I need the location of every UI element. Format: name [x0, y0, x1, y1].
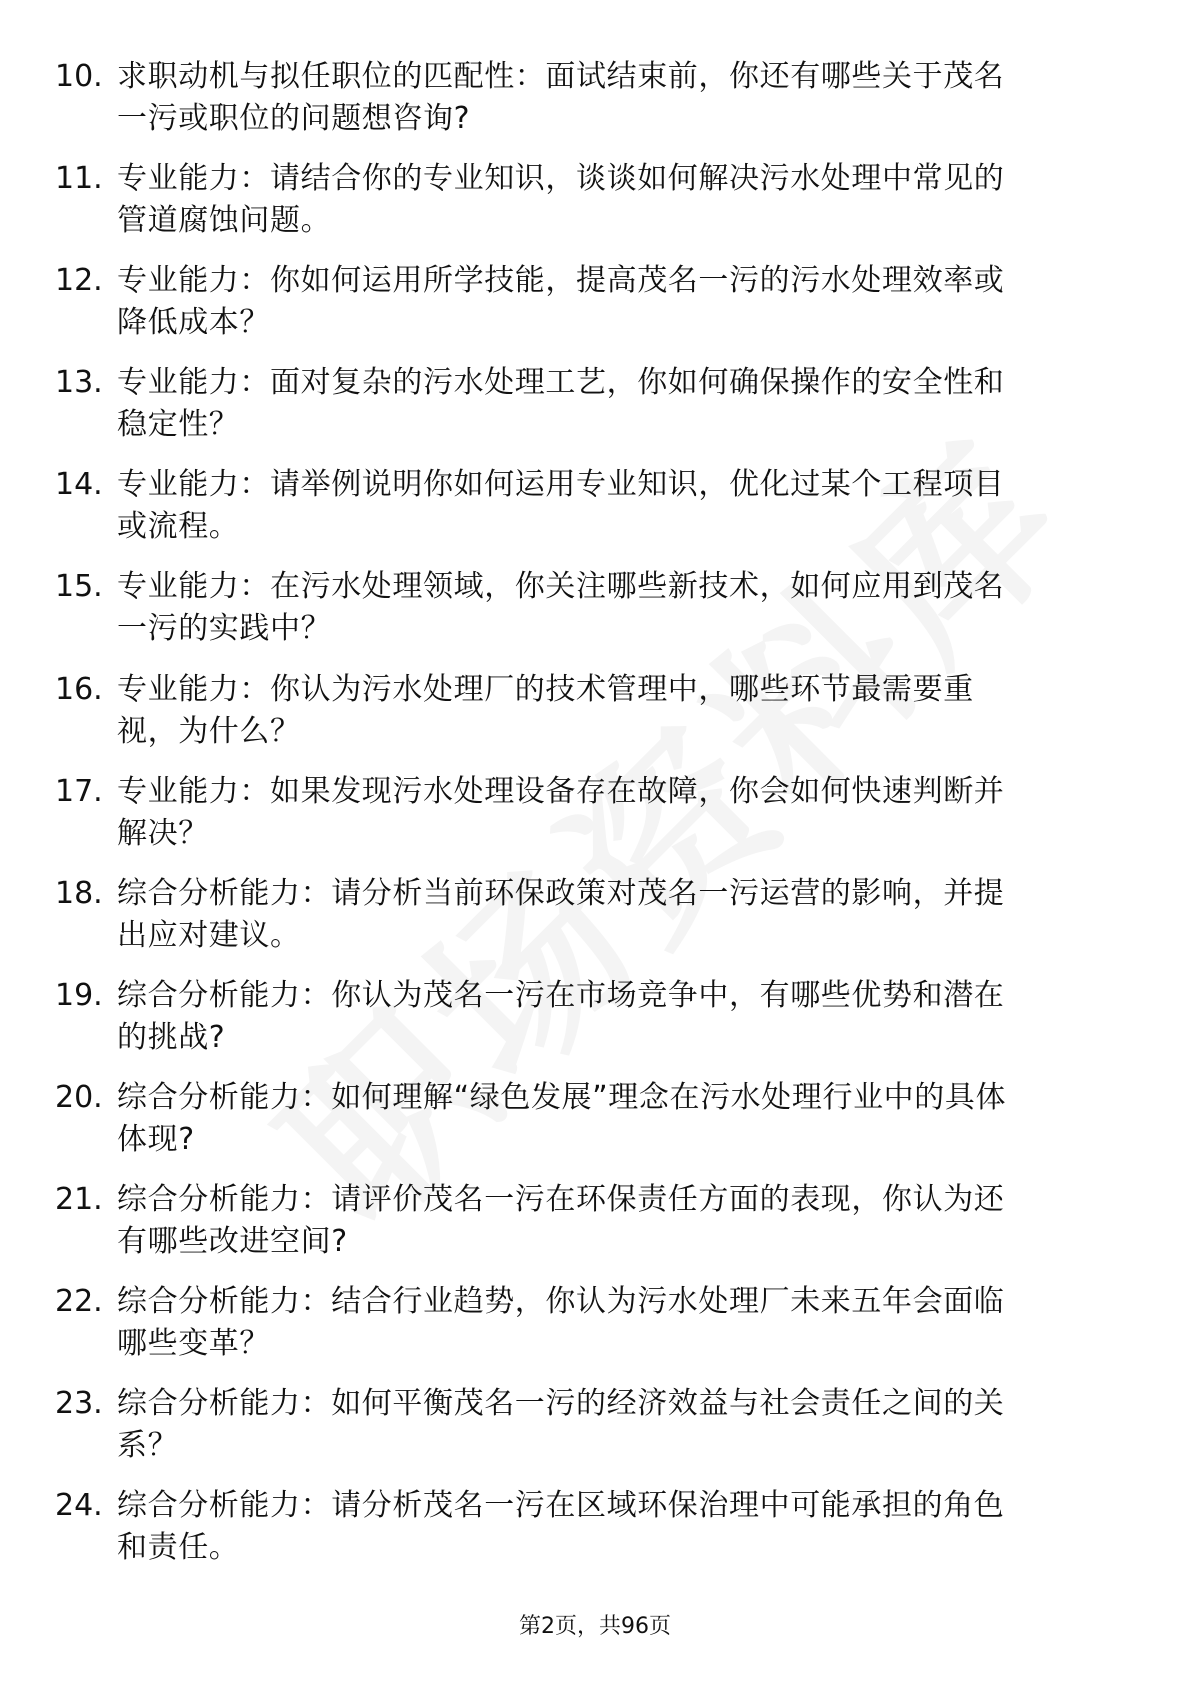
- question-item-24: [0, 1479, 1190, 1581]
- page-number: 第2页，共96页: [519, 1614, 671, 1639]
- question-item-17: [0, 765, 1190, 867]
- question-item-14: [0, 458, 1190, 560]
- question-number: 11.: [55, 161, 103, 197]
- question-number: 10.: [55, 59, 103, 94]
- question-text: 专业能力：请结合你的专业知识，谈谈如何解决污水处理中常见的管道腐蚀问题。: [117, 161, 1005, 239]
- question-text: 综合分析能力：请评价茂名一污在环保责任方面的表现，你认为还有哪些改进空间?: [117, 1182, 1005, 1260]
- question-number: 22.: [55, 1284, 103, 1320]
- question-text: 专业能力：你认为污水处理厂的技术管理中，哪些环节最需要重视，为什么？: [117, 671, 974, 749]
- question-text: 综合分析能力：如何理解“绿色发展”理念在污水处理行业中的具体体现?: [117, 1079, 1007, 1157]
- question-number: 16.: [55, 671, 103, 707]
- question-list: [0, 50, 1190, 1581]
- question-item-11: [0, 152, 1190, 254]
- question-item-20: [0, 1071, 1190, 1173]
- question-item-15: [0, 560, 1190, 662]
- question-item-16: [0, 663, 1190, 765]
- question-number: 20.: [55, 1079, 103, 1115]
- question-text: 专业能力：你如何运用所学技能，提高茂名一污的污水处理效率或降低成本？: [117, 263, 1005, 341]
- question-text: 综合分析能力：你认为茂名一污在市场竞争中，有哪些优势和潜在的挑战?: [117, 977, 1005, 1055]
- question-text: 专业能力：如果发现污水处理设备存在故障，你会如何快速判断并解决？: [117, 773, 1005, 851]
- question-number: 17.: [55, 773, 103, 809]
- page-footer: [0, 1612, 1190, 1642]
- question-text: 专业能力：在污水处理领域，你关注哪些新技术，如何应用到茂名一污的实践中？: [117, 569, 1005, 647]
- question-item-19: [0, 969, 1190, 1071]
- question-text: 专业能力：请举例说明你如何运用专业知识，优化过某个工程项目或流程。: [117, 467, 1005, 545]
- question-text: 综合分析能力：如何平衡茂名一污的经济效益与社会责任之间的关系？: [117, 1386, 1005, 1464]
- question-item-18: [0, 867, 1190, 969]
- question-text: 综合分析能力：结合行业趋势，你认为污水处理厂未来五年会面临哪些变革？: [117, 1284, 1005, 1362]
- question-item-21: [0, 1173, 1190, 1275]
- question-number: 24.: [55, 1488, 103, 1524]
- question-number: 14.: [55, 467, 103, 503]
- question-number: 13.: [55, 365, 103, 401]
- question-item-12: [0, 254, 1190, 356]
- question-item-10: [0, 50, 1190, 152]
- question-text: 综合分析能力：请分析茂名一污在区域环保治理中可能承担的角色和责任。: [117, 1488, 1005, 1566]
- question-number: 15.: [55, 569, 103, 605]
- question-text: 综合分析能力：请分析当前环保政策对茂名一污运营的影响，并提出应对建议。: [117, 875, 1005, 953]
- question-item-13: [0, 356, 1190, 458]
- question-text: 专业能力：面对复杂的污水处理工艺，你如何确保操作的安全性和稳定性？: [117, 365, 1005, 443]
- question-number: 23.: [55, 1386, 103, 1422]
- question-text: 求职动机与拟任职位的匹配性：面试结束前，你还有哪些关于茂名一污或职位的问题想咨询?: [117, 59, 1005, 136]
- question-number: 21.: [55, 1182, 103, 1218]
- question-item-23: [0, 1377, 1190, 1479]
- question-number: 19.: [55, 977, 103, 1013]
- question-number: 18.: [55, 875, 103, 911]
- question-number: 12.: [55, 263, 103, 299]
- question-item-22: [0, 1275, 1190, 1377]
